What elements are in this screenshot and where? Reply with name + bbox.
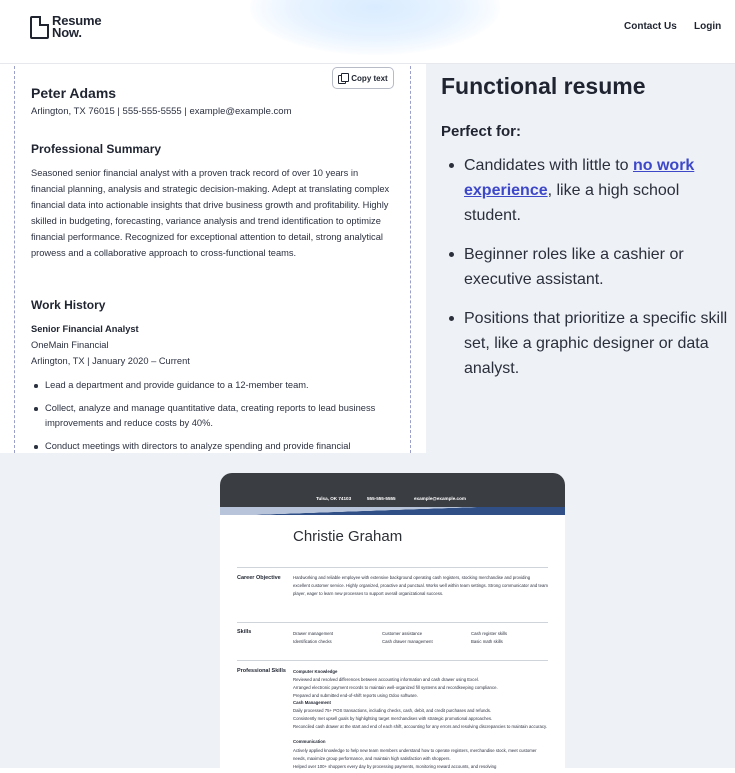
template-bullet: Reviewed and resolved differences between accounting information and cash drawer using Excel. bbox=[293, 677, 479, 682]
logo-line-1: Resume bbox=[52, 13, 102, 28]
skill-item: Drawer management bbox=[293, 631, 334, 636]
template-bullet: Prepared and submitted end-of-shift reports using Odoo software. bbox=[293, 693, 418, 698]
copy-text-button[interactable] bbox=[332, 67, 394, 89]
item-text: , like a high school student. bbox=[464, 182, 680, 224]
career-objective-text: Hardworking and reliable employee with extensive background operating cash registers, stocking merchandise and providing excellent customer service. Highly organized, proactive and punctual. Works well within team settings. Strong communicator and team player, eager to learn new processes to support overall organizational success. bbox=[293, 575, 548, 596]
job-title: Senior Financial Analyst bbox=[31, 324, 139, 334]
skills-label: Skills bbox=[237, 629, 252, 635]
skill-subheading: Communication bbox=[293, 739, 326, 744]
top-navigation-bar bbox=[0, 0, 735, 64]
job-location-dates: Arlington, TX | January 2020 – Current bbox=[31, 356, 190, 366]
template-accent-stripe bbox=[220, 507, 565, 515]
template-phone: 555-555-5555 bbox=[367, 496, 396, 501]
job-bullet-list bbox=[31, 378, 393, 453]
no-work-experience-link[interactable]: no work experience bbox=[464, 157, 695, 199]
summary-heading: Professional Summary bbox=[31, 142, 162, 156]
functional-title: Functional resume bbox=[441, 73, 646, 99]
list-item: Beginner roles like a cashier or executive assistant. bbox=[446, 242, 730, 292]
divider bbox=[237, 622, 548, 623]
contact-us-link[interactable]: Contact Us bbox=[624, 21, 677, 32]
resume-contact: Arlington, TX 76015 | 555-555-5555 | example@example.com bbox=[31, 106, 292, 117]
template-bullet: Consistently met upsell goals by highlighting target merchandises with strategic promotional approaches. bbox=[293, 716, 493, 721]
divider bbox=[237, 567, 548, 568]
item-text: Candidates with little to bbox=[464, 157, 633, 174]
perfect-for-heading: Perfect for: bbox=[441, 123, 522, 140]
list-item bbox=[446, 153, 730, 228]
professional-skills-label: Professional Skills bbox=[237, 668, 286, 674]
skill-item: Customer assistance bbox=[382, 631, 423, 636]
template-preview-section bbox=[0, 453, 735, 768]
list-item: Collect, analyze and manage quantitative data, creating reports to lead business improvements and reduce costs by 40%. bbox=[31, 401, 393, 431]
template-location: Tulsa, OK 74103 bbox=[316, 496, 352, 501]
perfect-for-list bbox=[446, 153, 730, 395]
template-bullet: Reconciled cash drawer at the start and end of each shift, accounting for any errors and resolving discrepancies to maintain accuracy. bbox=[293, 724, 548, 729]
template-bullet: Actively applied knowledge to help new team members understand how to operate registers, merchandise stock, meet customer needs, maximize group performance, and maintain high satisfaction with shoppers. bbox=[293, 748, 537, 761]
resume-example-card bbox=[14, 56, 411, 453]
template-name: Christie Graham bbox=[293, 528, 403, 545]
logo-wordmark bbox=[52, 15, 101, 39]
resume-name: Peter Adams bbox=[31, 85, 117, 101]
list-item: Conduct meetings with directors to analyze spending and provide financial bbox=[31, 439, 393, 453]
skill-subheading: Cash Management bbox=[293, 700, 331, 705]
logo-line-2: Now. bbox=[52, 25, 82, 40]
copy-text-label: Copy text bbox=[351, 73, 388, 83]
resume-template-thumbnail[interactable] bbox=[220, 473, 565, 773]
login-link[interactable]: Login bbox=[694, 21, 722, 32]
list-item: Positions that prioritize a specific skill set, like a graphic designer or data analyst. bbox=[446, 306, 730, 381]
skill-item: Cash register skills bbox=[471, 631, 508, 636]
summary-text: Seasoned senior financial analyst with a proven track record of over 10 years in financial planning, analysis and strategic decision-making. Adept at translating complex financial data into actionable insights that drive business growth and profitability. Highly skilled in budgeting, forecasting, variance analysis and trend identification to optimize financial performance. Recognized for exceptional attention to detail, strong analytical prowess and a collaborative approach to cross-functional teams. bbox=[31, 168, 390, 258]
skill-item: Basic math skills bbox=[471, 639, 503, 644]
job-company: OneMain Financial bbox=[31, 340, 109, 350]
list-item: Lead a department and provide guidance to a 12-member team. bbox=[31, 378, 393, 393]
template-email: example@example.com bbox=[414, 496, 466, 501]
header-glow-decoration bbox=[250, 0, 500, 55]
skill-subheading: Computer Knowledge bbox=[293, 669, 338, 674]
template-bullet: Helped over 100+ shoppers every day by processing payments, monitoring reward accounts, and resolving bbox=[293, 764, 497, 769]
skill-item: Identification checks bbox=[293, 639, 332, 644]
skill-item: Cash drawer management bbox=[382, 639, 433, 644]
document-logo-icon bbox=[30, 16, 49, 39]
divider bbox=[237, 660, 548, 661]
template-bullet: Arranged electronic payment records to maintain well-organized fill systems and recordkeeping compliance. bbox=[293, 685, 498, 690]
template-bullet: Daily processed 75+ POS transactions, including checks, cash, debit, and credit purchases and refunds. bbox=[293, 708, 492, 713]
career-objective-label: Career Objective bbox=[237, 575, 281, 581]
copy-icon bbox=[338, 73, 347, 83]
work-history-heading: Work History bbox=[31, 298, 106, 312]
functional-resume-panel bbox=[426, 56, 735, 453]
resume-now-logo[interactable] bbox=[30, 15, 101, 39]
template-header-band bbox=[220, 473, 565, 510]
